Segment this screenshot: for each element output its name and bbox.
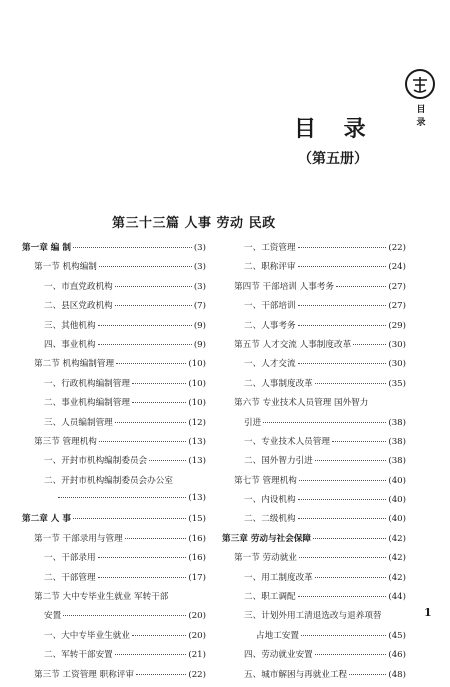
toc-entry-title: 一、大中专毕业生就业 [44,630,130,641]
toc-entry-title: 二、职称评审 [244,262,296,273]
toc-entry-title: 占地工安置 [256,630,299,641]
toc-entry-page: (45) [388,630,406,641]
dot-leader [98,325,192,326]
toc-entry-page: (9) [193,339,206,350]
dot-leader [73,518,186,519]
toc-entry-title: 一、干部录用 [44,553,96,564]
toc-entry-title: 第一节 机构编制 [34,262,97,273]
dot-leader [298,596,387,597]
dot-leader [115,305,192,306]
dot-leader [73,247,192,248]
toc-entry [22,648,206,667]
toc-entry [22,571,206,590]
toc-entry-title: 第一节 劳动就业 [234,553,297,564]
dot-leader [298,363,387,364]
toc-entry-page: (38) [388,456,406,467]
toc-entry [222,377,406,396]
dot-leader [332,441,386,442]
toc-entry-page: (16) [188,533,206,544]
toc-entry-title: 第七节 管理机构 [234,475,297,486]
dot-leader [298,247,387,248]
toc-entry-page: (3) [193,281,206,292]
seal-emblem-icon [404,68,436,100]
toc-entry [22,241,206,260]
toc-entry [222,668,406,687]
dot-leader [99,266,192,267]
toc-entry-title: 引进 [244,417,262,428]
toc-entry-page: (22) [188,669,206,680]
toc-entry [222,260,406,279]
toc-entry-page: (20) [188,611,206,622]
toc-entry-page: (10) [188,378,206,389]
dot-leader [63,615,186,616]
toc-entry [222,241,406,260]
toc-entry [22,629,206,648]
toc-entry-title: 二、职工调配 [244,592,296,603]
toc-entry-page: (17) [188,572,206,583]
toc-entry-title: 第四节 干部培训 人事考务 [234,281,334,292]
toc-entry-title: 第三章 劳动与社会保障 [222,533,311,544]
toc-entry-page: (48) [388,669,406,680]
toc-entry-title: 五、城市解困与再就业工程 [244,669,348,680]
toc-entry-title: 二、干部管理 [44,572,96,583]
toc-entry-page: (42) [388,572,406,583]
toc-entry [22,668,206,687]
toc-entry [222,474,406,493]
toc-entry-title: 一、专业技术人员管理 [244,436,330,447]
toc-entry-page: (42) [388,533,406,544]
toc-entry-title: 三、其他机构 [44,320,96,331]
toc-entry-page: (22) [388,243,406,253]
toc-entry-title: 四、事业机构 [44,339,96,350]
dot-leader [315,460,387,461]
toc-entry-title: 四、劳动就业安置 [244,650,313,661]
dot-leader [58,497,186,498]
toc-entry-title: 一、用工制度改革 [244,572,313,583]
toc-entry [22,493,206,512]
toc-entry-title: 一、开封市机构编制委员会 [44,456,148,467]
toc-entry-page: (15) [188,514,206,525]
dot-leader [263,422,386,423]
dot-leader [315,383,387,384]
toc-entry [222,493,406,512]
toc-entry-page: (38) [388,436,406,447]
toc-entry-title: 安置 [44,611,62,622]
toc-entry [22,532,206,551]
toc-entry-page: (10) [188,398,206,409]
dot-leader [298,518,387,519]
toc-entry [222,532,406,551]
toc-entry-page: (3) [193,262,206,273]
toc-entry-title: 三、计划外用工清退选改与退养项替 [244,611,382,622]
toc-entry-title: 第三节 工资管理 职称评审 [34,669,134,680]
toc-entry-title: 一、工资管理 [244,243,296,253]
dot-leader [115,654,187,655]
toc-entry-page: (12) [188,417,206,428]
dot-leader [315,577,387,578]
toc-entry-title: 二、县区党政机构 [44,301,113,312]
toc-entry [22,377,206,396]
dot-leader [98,557,187,558]
toc-entry-page: (7) [193,301,206,312]
toc-entry-page: (3) [193,243,206,253]
toc-entry-page: (40) [388,475,406,486]
dot-leader [299,557,386,558]
toc-entry [222,338,406,357]
toc-entry-page: (13) [188,436,206,447]
toc-entry-title: 第二章 人 事 [22,514,71,525]
toc-entry [222,357,406,376]
dot-leader [125,538,187,539]
toc-entry-title: 一、内设机构 [244,495,296,506]
toc-entry-title: 第一节 干部录用与管理 [34,533,123,544]
toc-entry [22,319,206,338]
dot-leader [149,460,186,461]
dot-leader [298,325,387,326]
toc-right-column [222,241,406,687]
toc-entry-page: (40) [388,514,406,525]
part-title: 第三十三篇 人事 劳动 民政 [112,216,276,231]
dot-leader [98,344,192,345]
toc-entry-title: 二、军转干部安置 [44,650,113,661]
toc-entry-title: 一、人才交流 [244,359,296,370]
toc-entry [222,551,406,570]
toc-entry-title: 第六节 专业技术人员管理 国外智力 [234,398,369,409]
toc-entry-title: 一、行政机构编制管理 [44,378,130,389]
toc-entry-title: 二、开封市机构编制委员会办公室 [44,475,173,486]
toc-entry-title: 第二节 大中专毕业生就业 军转干部 [34,592,169,603]
dot-leader [336,286,386,287]
dot-leader [298,266,387,267]
toc-entry [222,435,406,454]
toc-entry-title: 二、人事考务 [244,320,296,331]
toc-entry-page: (10) [188,359,206,370]
dot-leader [301,635,386,636]
toc-entry-page: (13) [188,493,206,504]
toc-entry-title: 二、事业机构编制管理 [44,398,130,409]
toc-entry [222,590,406,609]
toc-entry [22,474,206,493]
side-section-label [414,104,428,130]
dot-leader [132,383,186,384]
toc-entry-title: 第一章 编 制 [22,243,71,253]
toc-entry-page: (38) [388,417,406,428]
toc-entry [222,571,406,590]
toc-entry-title: 一、干部培训 [244,301,296,312]
toc-entry [22,396,206,415]
toc-entry-page: (16) [188,553,206,564]
toc-entry-title: 二、国外智力引进 [244,456,313,467]
toc-entry [222,648,406,667]
toc-entry-page: (40) [388,495,406,506]
toc-entry-title: 第二节 机构编制管理 [34,359,115,370]
dot-leader [298,499,387,500]
toc-entry [222,396,406,415]
dot-leader [315,654,387,655]
toc-entry-title: 三、人员编制管理 [44,417,113,428]
toc-entry-page: (30) [388,339,406,350]
page-number: 1 [424,606,432,619]
toc-entry-page: (46) [388,650,406,661]
toc-entry-page: (35) [388,378,406,389]
volume-subtitle: （第五册） [298,151,368,167]
toc-entry-title: 一、市直党政机构 [44,281,113,292]
toc-entry [22,416,206,435]
dot-leader [99,441,186,442]
toc-entry-title: 二、人事制度改革 [244,378,313,389]
toc-entry-page: (24) [388,262,406,273]
toc-entry [22,299,206,318]
dot-leader [298,305,387,306]
toc-entry-title: 第五节 人才交流 人事制度改革 [234,339,352,350]
side-label-char: 录 [416,118,426,128]
toc-entry [22,590,206,609]
toc-entry-page: (13) [188,456,206,467]
toc-entry [222,299,406,318]
dot-leader [313,538,386,539]
toc-entry [22,338,206,357]
toc-entry [222,454,406,473]
toc-entry [222,629,406,648]
toc-entry [222,319,406,338]
dot-leader [98,577,187,578]
toc-entry-page: (29) [388,320,406,331]
dot-leader [132,635,186,636]
dot-leader [136,674,186,675]
toc-entry [22,551,206,570]
toc-entry-page: (42) [388,553,406,564]
toc-entry-page: (9) [193,320,206,331]
dot-leader [115,422,187,423]
toc-entry-title: 第三节 管理机构 [34,436,97,447]
page-title: 目 录 [294,116,376,142]
toc-entry [22,435,206,454]
toc-entry [222,280,406,299]
toc-entry [222,512,406,531]
dot-leader [115,286,192,287]
toc-entry [22,512,206,531]
toc-entry [222,416,406,435]
toc-entry-title: 二、二级机构 [244,514,296,525]
dot-leader [116,363,186,364]
side-label-char: 目 [416,105,426,115]
toc-entry-page: (20) [188,630,206,641]
toc-entry-page: (30) [388,359,406,370]
dot-leader [353,344,386,345]
toc-entry-page: (44) [388,592,406,603]
dot-leader [299,480,386,481]
toc-entry [222,609,406,628]
toc-entry [22,454,206,473]
dot-leader [132,402,186,403]
toc-entry [22,280,206,299]
toc-left-column [22,241,206,687]
toc-entry [22,260,206,279]
toc-entry-page: (21) [188,650,206,661]
dot-leader [349,674,386,675]
toc-entry [22,357,206,376]
toc-entry-page: (27) [388,281,406,292]
toc-entry-page: (27) [388,301,406,312]
toc-entry [22,609,206,628]
